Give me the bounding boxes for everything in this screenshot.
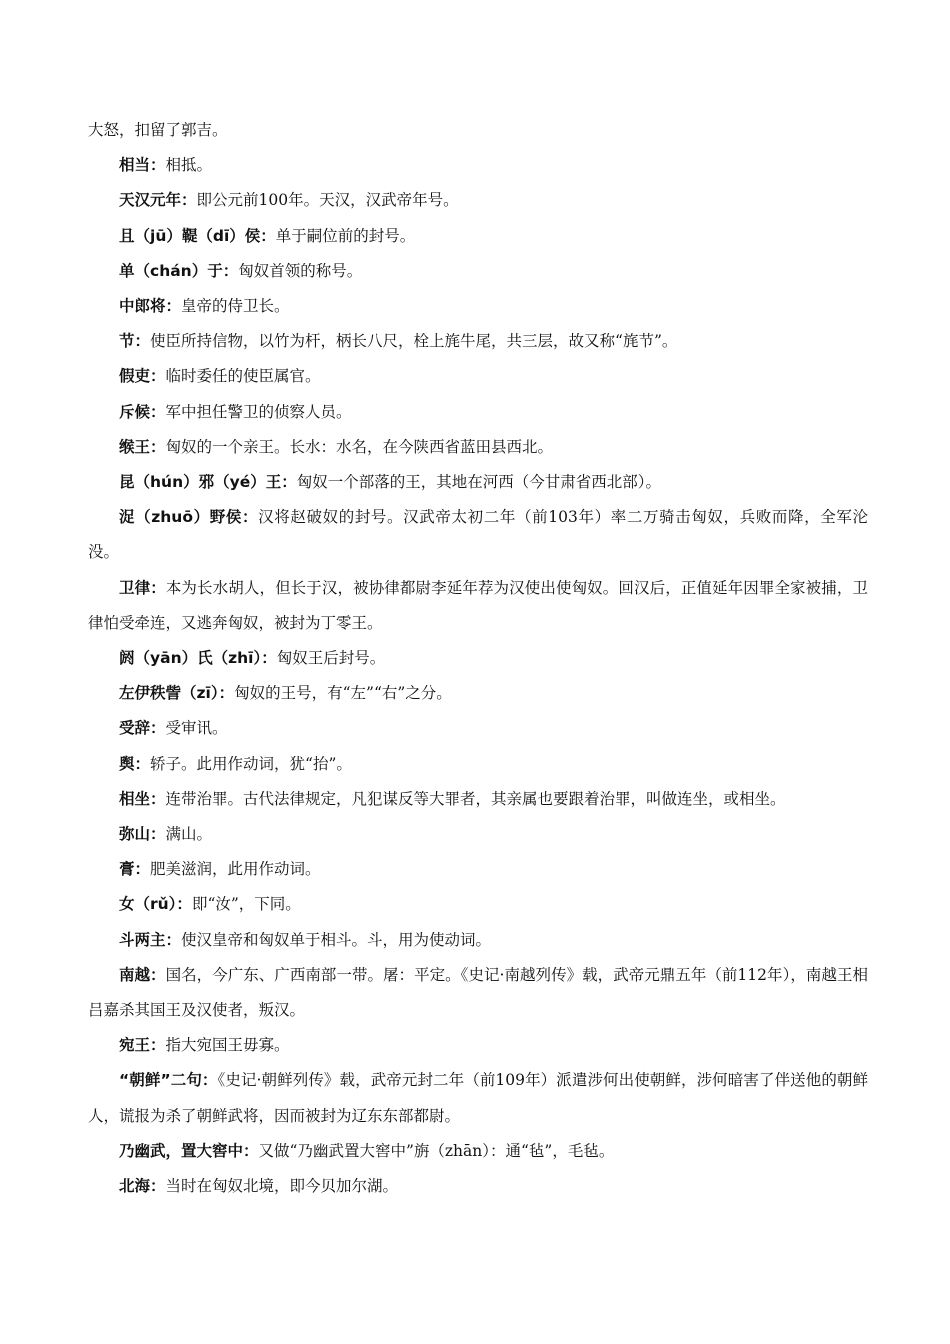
annotation-xiangdang	[88, 148, 868, 183]
document-page	[88, 113, 868, 1204]
annotation-shouci	[88, 711, 868, 746]
annotation-text: 又做“乃幽武置大窖中”旃（zhān）：通“毡”，毛毡。	[258, 1141, 615, 1160]
annotation-text: 指大宛国王毋寡。	[165, 1036, 290, 1055]
annotation-text: 使臣所持信物，以竹为杆，柄长八尺，栓上旄牛尾，共三层，故又称“旄节”。	[150, 332, 678, 351]
annotation-ru	[88, 887, 868, 922]
annotation-text: 国名，今广东、广西南部一带。屠：平定。《史记·南越列传》载，武帝元鼎五年（前112年），南越王相吕嘉杀其国王及汉使者，叛汉。	[88, 965, 868, 1020]
annotation-text: 匈奴的王号，有“左”“右”之分。	[234, 684, 452, 703]
annotation-term: 舆：	[119, 754, 151, 773]
annotation-tianhan	[88, 183, 868, 218]
annotation-text: 本为长水胡人，但长于汉，被协律都尉李延年荐为汉使出使匈奴。回汉后，正值延年因罪全家被捕，卫律怕受牵连，又逃奔匈奴，被封为丁零王。	[88, 578, 868, 632]
annotation-chihou	[88, 395, 868, 430]
annotation-term: “朝鲜”二句：	[119, 1071, 218, 1090]
annotation-jie	[88, 324, 868, 359]
annotation-text: 使汉皇帝和匈奴单于相斗。斗，用为使动词。	[181, 930, 492, 949]
annotation-text: 即公元前100年。天汉，汉武帝年号。	[196, 191, 459, 210]
annotation-judihou	[88, 219, 868, 254]
annotation-term: 卫律：	[119, 578, 166, 597]
annotation-text: 满山。	[165, 825, 213, 844]
annotation-yanzhi	[88, 641, 868, 676]
annotation-term: 乃幽武，置大窖中：	[119, 1141, 259, 1160]
annotation-text: 军中担任警卫的侦察人员。	[165, 402, 352, 421]
annotation-wanwang	[88, 1028, 868, 1063]
annotation-beihai	[88, 1169, 868, 1204]
annotation-term: 单（chán）于：	[119, 261, 239, 280]
annotation-term: 北海：	[119, 1177, 166, 1196]
annotation-zuoyizhizi	[88, 676, 868, 711]
annotation-zhuoyehou	[88, 500, 868, 570]
annotation-term: 缑王：	[119, 437, 166, 456]
annotation-text: 临时委任的使臣属官。	[165, 367, 321, 386]
annotation-text: 连带治罪。古代法律规定，凡犯谋反等大罪者，其亲属也要跟着治罪，叫做连坐，或相坐。	[165, 789, 786, 808]
annotation-term: 天汉元年：	[119, 191, 197, 210]
annotation-gouwang	[88, 430, 868, 465]
annotation-zhonglangjiang	[88, 289, 868, 324]
annotation-text: 相抵。	[165, 156, 213, 175]
annotation-mishan	[88, 817, 868, 852]
annotation-text: 即“汝”，下同。	[191, 895, 301, 914]
annotation-text: 匈奴王后封号。	[276, 649, 386, 668]
paragraph-text: 大怒，扣留了郭吉。	[88, 121, 228, 139]
annotation-term: 女（rǔ）：	[119, 895, 192, 914]
annotation-yu	[88, 747, 868, 782]
annotation-term: 浞（zhuō）野侯：	[119, 508, 259, 527]
annotation-term: 宛王：	[119, 1036, 166, 1055]
annotation-text: 《史记·朝鲜列传》载，武帝元封二年（前109年）派遣涉何出使朝鲜，涉何暗害了伴送他的朝鲜人，谎报为杀了朝鲜武将，因而被封为辽东东部都尉。	[88, 1071, 869, 1125]
annotation-term: 南越：	[119, 965, 166, 984]
annotation-term: 阏（yān）氏（zhī）：	[119, 649, 277, 668]
annotation-text: 汉将赵破奴的封号。汉武帝太初二年（前103年）率二万骑击匈奴，兵败而降，全军沦没。	[88, 508, 868, 562]
annotation-term: 弥山：	[119, 825, 166, 844]
annotation-text: 单于嗣位前的封号。	[275, 226, 416, 245]
annotation-term: 节：	[119, 332, 151, 351]
annotation-douliangzhu	[88, 923, 868, 958]
annotation-term: 左伊秩訾（zī）：	[119, 684, 235, 703]
annotation-jiali	[88, 359, 868, 394]
annotation-term: 中郎将：	[119, 297, 182, 316]
annotation-term: 且（jū）鞮（dī）侯：	[119, 226, 276, 245]
annotation-term: 膏：	[119, 860, 151, 879]
annotation-text: 当时在匈奴北境，即今贝加尔湖。	[165, 1177, 399, 1196]
annotation-term: 假吏：	[119, 367, 166, 386]
annotation-term: 受辞：	[119, 719, 166, 738]
annotation-term: 昆（hún）邪（yé）王：	[119, 473, 297, 492]
annotation-text: 轿子。此用作动词，犹“抬”。	[150, 754, 352, 773]
annotation-text: 匈奴的一个亲王。长水：水名，在今陕西省蓝田县西北。	[165, 437, 554, 456]
annotation-term: 相坐：	[119, 789, 166, 808]
annotation-text: 受审讯。	[165, 719, 228, 738]
annotation-text: 肥美滋润，此用作动词。	[150, 860, 321, 879]
annotation-gao	[88, 852, 868, 887]
annotation-text: 皇帝的侍卫长。	[181, 297, 290, 316]
annotation-text: 匈奴一个部落的王，其地在河西（今甘肃省西北部）。	[296, 473, 661, 492]
paragraph-continuation	[88, 113, 868, 148]
annotation-term: 相当：	[119, 156, 166, 175]
annotation-term: 斥候：	[119, 402, 166, 421]
annotation-term: 斗两主：	[119, 930, 182, 949]
annotation-nanyue	[88, 958, 868, 1028]
annotation-chanyu	[88, 254, 868, 289]
annotation-text: 匈奴首领的称号。	[238, 261, 363, 280]
annotation-chaoxian	[88, 1063, 868, 1133]
annotation-xiangzuo	[88, 782, 868, 817]
annotation-naiyouwu	[88, 1134, 868, 1169]
annotation-weilv	[88, 571, 868, 641]
annotation-hunyewang	[88, 465, 868, 500]
